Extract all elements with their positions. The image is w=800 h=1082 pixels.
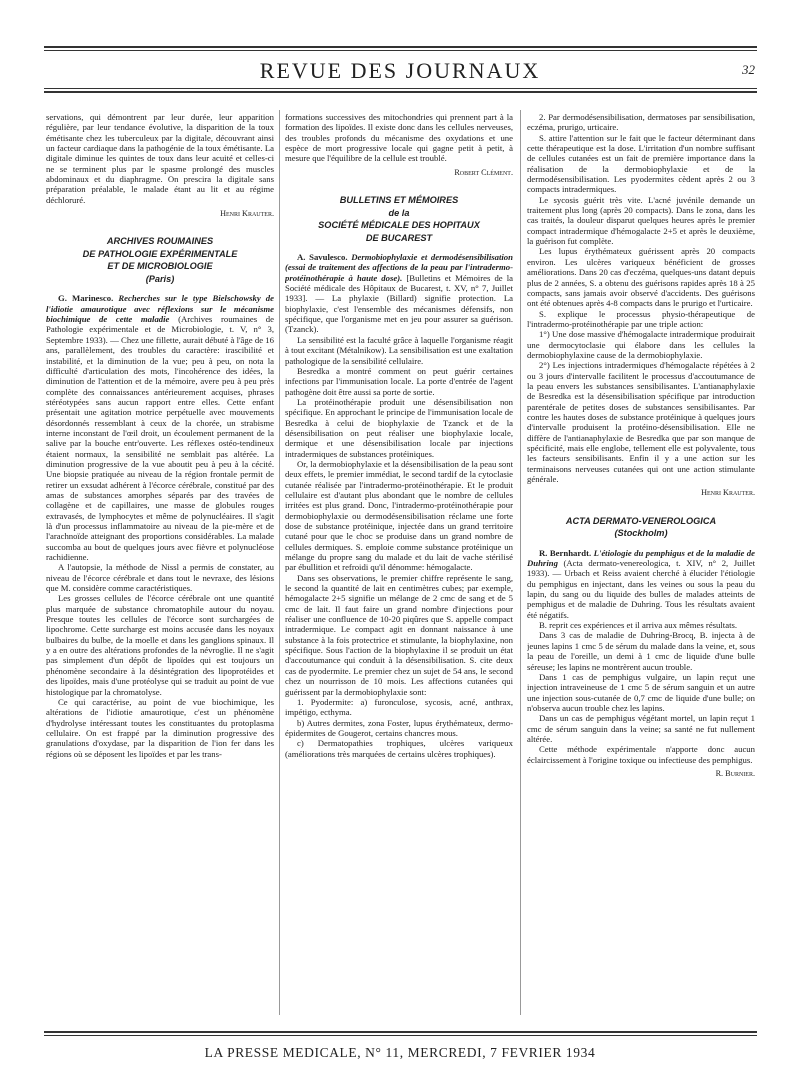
author-signature: Robert Clément.	[454, 167, 513, 177]
paragraph: Dans un cas de pemphigus végétant mortel, un lapin reçut 1 cmc de sérum sanguin dans la veine; sa santé ne fut nullement altérée.	[527, 713, 755, 744]
paragraph: Dans ses observations, le premier chiffre représente le sang, le second la quantité de lait en centimètres cubes; par exemple, hémogalacte 2+5 signifie un mélange de 2 cmc de sang et de 5 cmc de lait. Il faut faire un grand nombre d'injections pour réaliser une confluence de 10-20 piqûres que S. appelle compact intradermique. Le compact agit en donnant naissance à une substance à la fois protectrice et stimulante, la biophylaxine, non spécifique. Sous l'action de la biophylaxine il se produit un état d'accoutumance qui conduit à la désensibilisation. S. cite deux cas de pyodermite. Le premier chez un sujet de 54 ans, le second chez un nourrisson de 10 mois. Les affections cutanées qui guérissent par la dermobiophylaxie sont:	[285, 572, 513, 697]
paragraph: servations, qui démontrent par leur durée, leur apparition régulière, par leur tendance évolutive, la disparition de la toux émétisante chez les tuberculeux par la digitale, découvrant ainsi un facteur cardiaque dans la pathogénie de la toux émétisante. La digitale diminue les quintes de toux dans leur acuité et celles-ci ne se terminent plus par le spasme prolongé des muscles abdominaux et du diaphragme. On prescira la digitale sans préparation préalable, le malade étant au lit et au régime déchloruré.	[46, 112, 274, 205]
section-heading-line: ET DE MICROBIOLOGIE	[107, 261, 213, 272]
column-2	[285, 112, 513, 1014]
section-heading-line: ACTA DERMATO-VENEROLOGICA	[565, 515, 717, 526]
author-signature: Henri Krauter.	[220, 209, 274, 219]
article-body: [Bulletins et Mémoires de la Société médicale des Hôpitaux de Bucarest, t. XV, n° 7, Juillet 1933]. — La phylaxie (Billard) signifie protection. La biophylaxie, c'est l'ensemble des mécanismes défensifs, non spécifique, que l'organisme met en jeu pour assurer sa guérison. (Tzanck).	[285, 272, 513, 335]
paragraph: Ce qui caractérise, au point de vue biochimique, les altérations de l'idiotie amaurotique, c'est un phénomène d'hydrolyse intéressant toutes les constituantes du protoplasma cellulaire. On est frappé par la diminution progressive des granulations d'oxydase, par la disparition de l'ion fer dans les régions où se déposent les lipoïdes et par les trans-	[46, 696, 274, 759]
article-lead	[46, 293, 274, 562]
list-item: b) Autres dermites, zona Foster, lupus érythémateux, dermo-épidermites de Gougerot, certains chancres mous.	[285, 717, 513, 738]
column-divider-2	[520, 110, 521, 1015]
article-lead	[527, 548, 755, 620]
paragraph: B. reprit ces expériences et il arriva aux mêmes résultats.	[539, 620, 738, 631]
paragraph: Or, la dermobiophylaxie et la désensibilisation de la peau sont deux effets, le premier immédiat, le second tardif de la cytoclasie cutanée réalisée par l'intradermo-protéinothérapie. Et le produit cellulaire est d'autant plus abondant que le nombre de cellules irritées est plus grand. Donc, l'intradermo-protéinothérapie pour dermobiophylaxie ou dermodésensibilisation réclame une forte dose de substance protéinique, injectée dans un grand territoire cutané pour que le choc se produise dans un grand nombre de cellules dermiques. S. emploie comme substance protéinique un mélange du propre sang du malade et du lait de vache stérilisé par ébullition et refroidi qu'il dénomme: hémogalacte.	[285, 458, 513, 573]
page-title: REVUE DES JOURNAUX	[259, 58, 541, 83]
article-title: Dermobiophylaxie et dermodésensibilisation (essai de traitement des affections de la peau par l'intradermo-protéinothérapie à haute dose).	[285, 252, 513, 283]
section-heading-line: BULLETINS ET MÉMOIRES	[339, 195, 459, 206]
article-lead	[285, 252, 513, 335]
paragraph: Les lupus érythémateux guérissent après 20 compacts environ. Les ulcères variqueux bénéficient de grosses améliorations. Dans 20 cas d'eczéma, quelques-uns datant depuis plus de 2 années, S. a obtenu des guérisons rapides après 18 à 25 compacts, sans jamais avoir observé d'accidents. Des guérisons ont été obtenues après 4-8 compacts dans le prurigo et l'urticaire.	[527, 246, 755, 309]
list-item: c) Dermatopathies trophiques, ulcères variqueux (améliorations très marquées de certains ulcères trophiques).	[285, 738, 513, 759]
header-rule-top-thin	[44, 50, 757, 51]
paragraph: 2°) Les injections intradermiques d'hémogalacte répétées à 2 ou 3 jours d'intervalle facilitent le processus d'accoutumance de la peau envers les substances sensibilisantes. L'antianaphylaxie de Besredka est la désensibilisation spécifique par introduction parentérale de petites doses de substances sensibilisantes. Par contre les hautes doses de substance protéinique à quelques jours d'intervalle produisent la protéino-désensibilisation. Elle ne diffère de l'antianaphylaxie de Besredka que par son manque de spécificité, mais elle englobe, tellement elle est polyvalente, tous les facteurs sensibilisants. Enfin il y a une action sur les terminaisons nerveuses cutanées qui ont une action stimulante générale.	[527, 360, 755, 485]
list-item: 1. Pyodermite: a) furonculose, sycosis, acné, anthrax, impétigo, ecthyma.	[285, 696, 513, 718]
section-heading-line: (Stockholm)	[614, 528, 668, 539]
section-heading-line: SOCIÉTÉ MÉDICALE DES HOPITAUX	[318, 220, 480, 231]
paragraph: Les grosses cellules de l'écorce cérébrale ont une quantité plus marquée de substance chromatophile autour du noyau. Presque toutes les cellules de l'écorce sont surchargées de lipochrome. Cette surcharge est moins accusée dans les noyaux bulbaires du bulbe, de la moelle et dans les ganglions spinaux. Il y a en outre des altérations profondes de la névroglie. Il ne s'agit pas simplement d'un dépôt de lipoïdes qui est toujours un phénomène secondaire à la désintégration des lipoprotéides et des lipoïdes, mais d'une protéolyse qui se traduit au point de vue histologique par la chromatolyse.	[46, 593, 274, 697]
header-rule-top	[44, 46, 757, 48]
author-signature: R. Burnier.	[715, 768, 755, 778]
column-1	[46, 112, 274, 1014]
article-body: (Acta dermato-venereologica, t. XIV, n° 2, Juillet 1933). — Urbach et Reiss avaient cherché à élucider l'étiologie du pemphigus en injectant, dans les veines ou sous la peau du lapin, du sang ou du liquide des bulles de malades atteints de pemphigus et de maladie de Duhring. Tous les résultats avaient été négatifs.	[527, 558, 755, 620]
paragraph: Le sycosis guérit très vite. L'acné juvénile demande un traitement plus long (après 20 compacts). Dans le zona, dans les cas traités, la douleur disparut quelques heures après le premier compact intradermique d'hémogalacte 2+5 et après le deuxième, la guérison fut complète.	[527, 194, 755, 247]
header-rule-bottom	[44, 88, 757, 89]
section-heading-line: DE BUCAREST	[365, 232, 433, 243]
article-title: Recherches sur le type Bielschowsky de l'idiotie amaurotique avec réflexions sur le mécanisme biochimique de cette maladie	[46, 293, 274, 325]
article-author: R. Bernhardt.	[539, 547, 592, 558]
paragraph: Dans 3 cas de maladie de Duhring-Brocq, B. injecta à de jeunes lapins 1 cmc 5 de sérum du malade dans la veine, et, sous la peau de l'oreille, un demi à 1 cmc de liquide d'une bulle séreuse; les lapins ne montrèrent aucun trouble.	[527, 630, 755, 672]
column-3	[527, 112, 755, 1014]
footer-imprint: LA PRESSE MEDICALE, N° 11, MERCREDI, 7 FEVRIER 1934	[204, 1045, 596, 1060]
paragraph: 1°) Une dose massive d'hémogalacte intradermique produirait une dermocytoclasie qui élabore dans les cellules la dermobiophylaxine cause de la dermobiophylaxie.	[527, 329, 755, 360]
article-title: L'étiologie du pemphigus et de la maladie de Duhring	[527, 547, 755, 569]
article-author: G. Marinesco.	[58, 293, 114, 304]
column-divider-1	[279, 110, 280, 1015]
footer-rule	[44, 1031, 757, 1033]
article-body: (Archives roumaines de Pathologie expérimentale et de Microbiologie, t. V, n° 3, Septembre 1933). — Chez une fillette, aurait débuté à l'âge de 16 ans, parallèlement, des troubles du caractère: irascibilité et instabilité, et la diminution de la vue; peu à peu, on nota la difficulté d'articulation des mots, l'incohérence des idées, la diminution de l'attention et de la mémoire, avere peu à peu près complète des connaissances antérieurement acquises, phrases stéréotypées sans aucun rapport entre elles. Cette enfant présentait une agitation motrice perpétuelle avec mouvements désordonnés ressemblant à ceux de la chorée, un strabisme interne inconstant de l'œil droit, un écoulement permanent de la salive par la bouche entr'ouverte. Les réflexes ostéo-tendineux étaient normaux, la sensibilité ne semblait pas altérée. La diminution progressive de la vue aboutit peu à peu à la cécité. Une biopsie pratiquée au niveau de la région frontale permit de retirer un exsudat adhérent à l'écorce cérébrale, constitué par des amas de substances amorphes séparés par des travées de collagène et de capillaires, une masse de globules rouges extravasés, de lymphocytes et même de polynucléaires. Il s'agit là d'un processus inflammatoire au niveau de la pie-mère et de l'arachnoïde atteignant des proportions considérables. La malade succomba au bout de quelques jours avec fièvre et polynucléose rachidienne.	[46, 314, 274, 563]
section-heading-line: ARCHIVES ROUMAINES	[106, 236, 214, 247]
paragraph: formations successives des mitochondries qui prennent part à la formation des lipoïdes. Il existe donc dans les cellules nerveuses, des troubles profonds du mécanisme des oxydations et une espèce de mort progressive locale qui gagne petit à petit, à mesure que l'équilibre de la cellule est troublé.	[285, 112, 513, 164]
header-rule-bottom-thick	[44, 91, 757, 93]
paragraph: S. explique le processus physio-thérapeutique de l'intradermo-protéinothérapie par une triple action:	[527, 308, 755, 329]
author-signature: Henri Krauter.	[701, 488, 755, 498]
section-heading	[527, 515, 755, 540]
paragraph: Besredka a montré comment on peut guérir certaines infections par l'immunisation locale. La porte d'entrée de l'agent pathogène doit être aussi sa porte de sortie.	[285, 365, 513, 397]
section-heading	[285, 194, 513, 244]
paragraph: A l'autopsie, la méthode de Nissl a permis de constater, au niveau de l'écorce cérébrale et dans tout le nevraxe, des lésions que M. considère comme caractéristiques.	[46, 562, 274, 594]
paragraph: La sensibilité est la faculté grâce à laquelle l'organisme réagit à tout excitant (Métalnikow). La sensibilisation est une exaltation pathologique de la sensibilité cellulaire.	[285, 334, 513, 366]
list-item: 2. Par dermodésensibilisation, dermatoses par sensibilisation, eczéma, prurigo, urticaire.	[527, 112, 755, 133]
article-author: A. Savulesco.	[297, 252, 348, 263]
paragraph: S. attire l'attention sur le fait que le facteur déterminant dans cette thérapeutique est la dose. L'irritation d'un nombre suffisant de cellules cutanées est un fait de première importance dans la réalisation de la dermobiophylaxie et de la dermodésensibilisation. Les pyodermites cèdent après 2 ou 3 compacts intradermiques.	[527, 132, 755, 195]
paragraph: La protéinothérapie produit une désensibilisation non spécifique. En approchant le principe de l'immunisation locale de Besredka à celui de biophylaxie de Tzanck et de la désensibilisation on peut réaliser une biophylaxie locale, dermique et une désensibilisation locale par injections intradermiques de substances protéiniques.	[285, 396, 513, 459]
paragraph: Cette méthode expérimentale n'apporte donc aucun éclaircissement à l'origine toxique ou infectieuse des pemphigus.	[527, 744, 755, 765]
section-heading	[46, 235, 274, 285]
section-heading-line: DE PATHOLOGIE EXPÉRIMENTALE	[82, 248, 238, 259]
section-heading-line: (Paris)	[145, 273, 175, 284]
footer-rule-thin	[44, 1035, 757, 1036]
page-number: 32	[742, 62, 755, 77]
paragraph: Dans 1 cas de pemphigus vulgaire, un lapin reçut une injection intraveineuse de 1 cmc 5 de sérum sanguin et un autre une injection sous-cutanée de 0,7 cmc de liquide d'une bulle; on n'observa aucun trouble chez les lapins.	[527, 671, 755, 713]
section-heading-line: de la	[388, 207, 410, 218]
